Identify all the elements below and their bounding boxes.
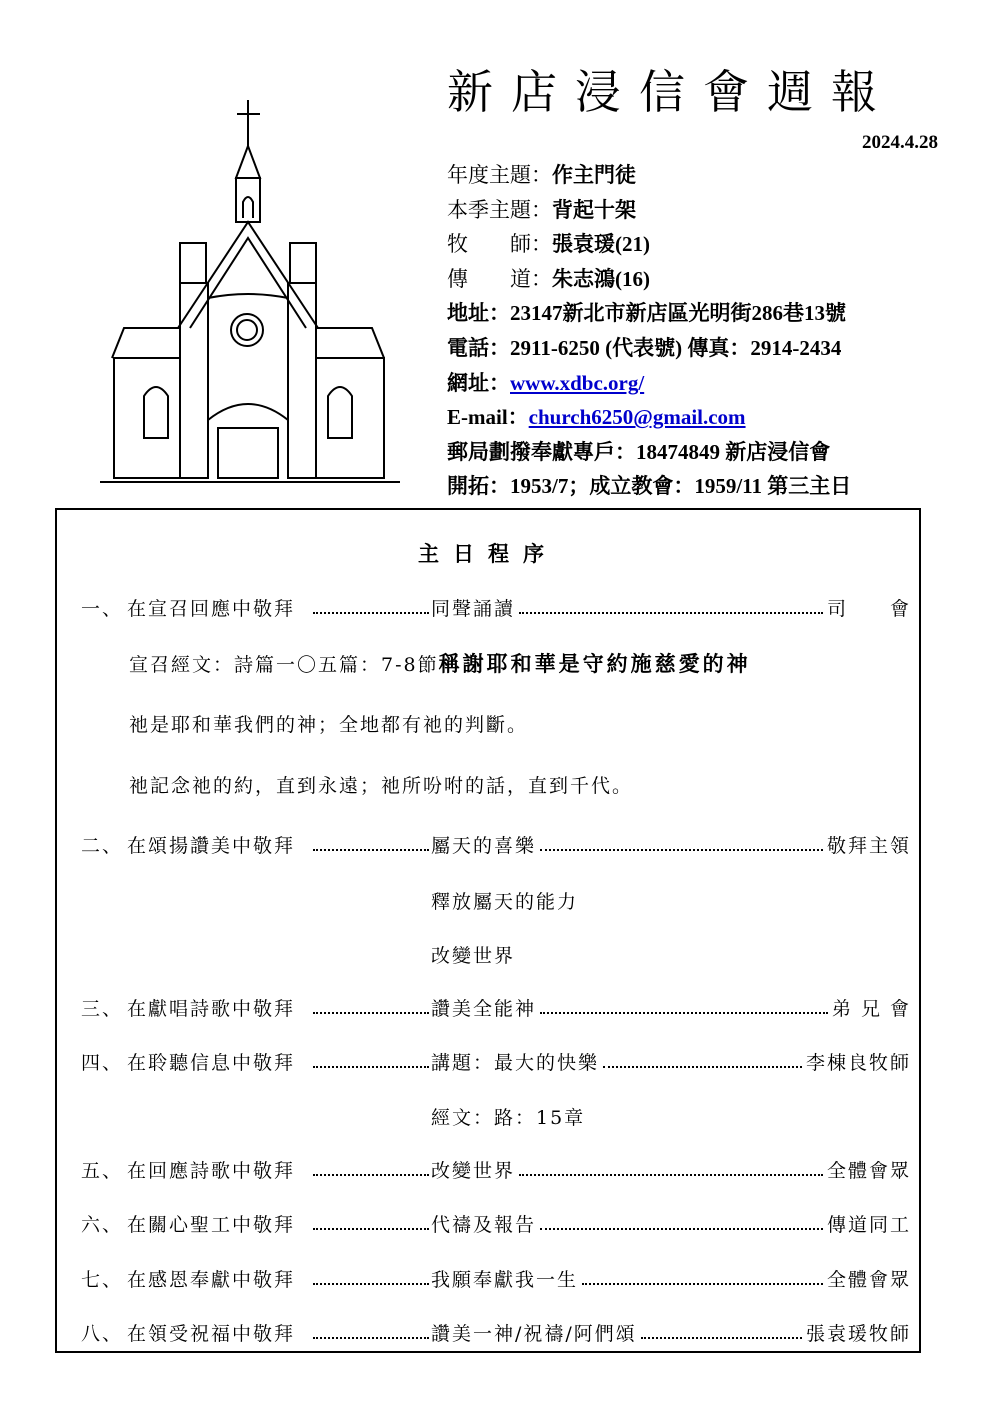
call-scripture: 宣召經文：詩篇一〇五篇：7-8節	[129, 654, 439, 676]
row-person: 司 會	[826, 598, 911, 620]
row-number: 四、	[81, 1052, 124, 1074]
program-title: 主日程序	[418, 541, 558, 566]
info-label: 牧 師：	[447, 232, 552, 257]
row-person: 傳道同工	[826, 1214, 911, 1236]
info-value: 張袁瑗(21)	[552, 232, 650, 257]
row-item: 代禱及報告	[431, 1214, 537, 1236]
program-row	[81, 594, 911, 626]
info-line	[447, 331, 967, 366]
info-line	[447, 435, 967, 470]
row-section: 在感恩奉獻中敬拜	[127, 1269, 296, 1291]
bulletin-title: 新店浸信會週報	[447, 65, 895, 119]
row-number: 二、	[81, 835, 124, 857]
song-2: 釋放屬天的能力	[431, 891, 579, 913]
program-row	[81, 1319, 911, 1351]
leader-dots	[519, 1174, 823, 1176]
leader-dots	[313, 1174, 429, 1176]
row-person: 全體會眾	[826, 1269, 911, 1291]
info-line	[447, 158, 967, 193]
row-person: 張袁瑗牧師	[805, 1323, 911, 1345]
leader-dots	[313, 1283, 429, 1285]
church-illustration	[100, 98, 400, 493]
info-value: 背起十架	[552, 197, 636, 222]
row-person: 全體會眾	[826, 1160, 911, 1182]
info-label: 郵局劃撥奉獻專戶：	[447, 439, 636, 464]
info-label: 地址：	[447, 301, 510, 326]
verse-line-2: 祂記念祂的約，直到永遠；祂所吩咐的話，直到千代。	[129, 775, 634, 797]
row-section: 在回應詩歌中敬拜	[127, 1160, 296, 1182]
sermon-text: 經文：路：15章	[431, 1107, 586, 1129]
program-box	[55, 508, 921, 1353]
row-item: 改變世界	[431, 1160, 516, 1182]
bulletin-date: 2024.4.28	[862, 132, 938, 153]
row-item: 讚美一神/祝禱/阿們頌	[431, 1323, 637, 1345]
leader-dots	[582, 1283, 823, 1285]
program-row	[81, 1048, 911, 1080]
leader-dots	[540, 849, 823, 851]
website-link[interactable]: www.xdbc.org/	[510, 370, 645, 395]
leader-dots	[313, 849, 429, 851]
info-value: 朱志鴻(16)	[552, 266, 650, 291]
program-row	[81, 1210, 911, 1242]
row-number: 三、	[81, 998, 124, 1020]
info-label: 本季主題：	[447, 197, 552, 222]
leader-dots	[540, 1228, 823, 1230]
info-line	[447, 193, 967, 228]
leader-dots	[313, 1066, 429, 1068]
row-person: 敬拜主領	[826, 835, 911, 857]
info-label: 電話：	[447, 335, 510, 360]
row-section: 在聆聽信息中敬拜	[127, 1052, 296, 1074]
row-section: 在頌揚讚美中敬拜	[127, 835, 296, 857]
leader-dots	[313, 1228, 429, 1230]
leader-dots	[519, 612, 823, 614]
row-section: 在獻唱詩歌中敬拜	[127, 998, 296, 1020]
program-row	[81, 1156, 911, 1188]
row-number: 五、	[81, 1160, 124, 1182]
info-line	[447, 227, 967, 262]
info-value: 2911-6250 (代表號) 傳真：2914-2434	[510, 335, 842, 360]
program-row	[81, 1265, 911, 1297]
row-number: 六、	[81, 1214, 124, 1236]
info-line	[447, 296, 967, 331]
info-label: 網址：	[447, 370, 510, 395]
row-item: 屬天的喜樂	[431, 835, 537, 857]
row-section: 在宣召回應中敬拜	[127, 598, 296, 620]
row-number: 八、	[81, 1323, 124, 1345]
info-line	[447, 262, 967, 297]
row-item: 講題：最大的快樂	[431, 1052, 600, 1074]
program-row	[81, 831, 911, 863]
info-line	[447, 469, 967, 504]
row-person: 李棟良牧師	[805, 1052, 911, 1074]
info-label: 年度主題：	[447, 163, 552, 187]
leader-dots	[313, 612, 429, 614]
leader-dots	[540, 1012, 828, 1014]
call-scripture-line	[129, 648, 751, 678]
row-number: 一、	[81, 598, 124, 620]
row-person: 弟 兄 會	[831, 998, 911, 1020]
info-label: 開拓：	[447, 474, 510, 499]
row-section: 在關心聖工中敬拜	[127, 1214, 296, 1236]
row-section: 在領受祝福中敬拜	[127, 1323, 296, 1345]
info-value: 作主門徒	[552, 163, 636, 187]
leader-dots	[313, 1337, 429, 1339]
call-title: 稱謝耶和華是守約施慈愛的神	[438, 651, 751, 676]
info-value: 23147新北市新店區光明街286巷13號	[510, 301, 846, 326]
row-item: 同聲誦讀	[431, 598, 516, 620]
leader-dots	[641, 1337, 802, 1339]
leader-dots	[313, 1012, 429, 1014]
info-value: 1953/7；成立教會：1959/11 第三主日	[510, 474, 852, 499]
row-number: 七、	[81, 1269, 124, 1291]
church-info	[447, 158, 967, 504]
info-line	[447, 366, 967, 401]
song-3: 改變世界	[431, 945, 516, 967]
info-line	[447, 400, 967, 435]
info-label: E-mail：	[447, 405, 529, 430]
verse-line-1: 祂是耶和華我們的神；全地都有祂的判斷。	[129, 714, 529, 736]
row-item: 讚美全能神	[431, 998, 537, 1020]
email-link[interactable]: church6250@gmail.com	[528, 405, 746, 430]
leader-dots	[603, 1066, 802, 1068]
row-item: 我願奉獻我一生	[431, 1269, 579, 1291]
info-value: 18474849 新店浸信會	[636, 439, 831, 464]
program-row	[81, 994, 911, 1026]
info-label: 傳 道：	[447, 266, 552, 291]
